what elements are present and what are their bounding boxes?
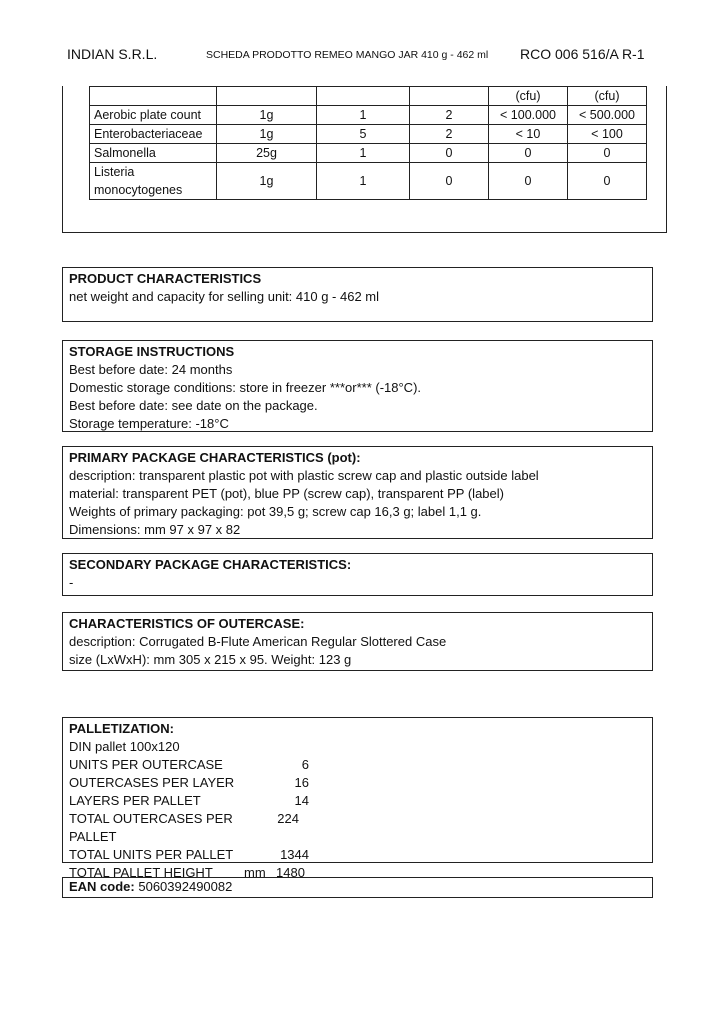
ean-value: 5060392490082: [138, 879, 233, 894]
section-title: PALLETIZATION:: [69, 721, 174, 736]
secondary-package-box: [62, 553, 653, 596]
section-text: Domestic storage conditions: store in freezer ***or*** (-18°C).: [69, 380, 422, 395]
table-cell: (cfu): [568, 87, 647, 106]
pallet-row: [69, 810, 646, 846]
document-code: RCO 006 516/A R-1: [520, 46, 645, 62]
pallet-unit: mm: [244, 865, 266, 880]
table-cell: 1g: [217, 106, 317, 125]
table-cell: 0: [568, 144, 647, 163]
company-name: INDIAN S.R.L.: [67, 46, 158, 62]
table-cell: < 100: [568, 125, 647, 144]
outercase-box: [62, 612, 653, 671]
table-cell: [317, 87, 410, 106]
table-cell: [410, 87, 489, 106]
ean-label: EAN code:: [69, 879, 135, 894]
ean-code-box: [62, 877, 653, 898]
pallet-key: LAYERS PER PALLET: [69, 793, 201, 808]
table-row: [90, 144, 647, 163]
table-row: [90, 87, 647, 106]
pallet-value: 6: [301, 757, 309, 772]
table-cell: Salmonella: [90, 144, 217, 163]
pallet-key: OUTERCASES PER LAYER: [69, 775, 235, 790]
section-text: DIN pallet 100x120: [69, 739, 180, 754]
table-cell: Enterobacteriaceae: [90, 125, 217, 144]
table-cell: 1: [317, 163, 410, 200]
section-text: description: Corrugated B-Flute American Regular Slottered Case: [69, 634, 447, 649]
pallet-key: UNITS PER OUTERCASE: [69, 757, 223, 772]
table-cell: [90, 87, 217, 106]
palletization-box: [62, 717, 653, 880]
pallet-value: 16: [294, 775, 309, 790]
section-text: Weights of primary packaging: pot 39,5 g; screw cap 16,3 g; label 1,1 g.: [69, 504, 482, 519]
section-text: Dimensions: mm 97 x 97 x 82: [69, 522, 241, 537]
table-cell: 0: [568, 163, 647, 200]
section-text: description: transparent plastic pot with plastic screw cap and plastic outside label: [69, 468, 539, 483]
section-title: SECONDARY PACKAGE CHARACTERISTICS:: [69, 557, 352, 572]
primary-package-box: [62, 446, 653, 539]
section-text: material: transparent PET (pot), blue PP (screw cap), transparent PP (label): [69, 486, 504, 501]
table-cell: < 500.000: [568, 106, 647, 125]
table-cell: [217, 87, 317, 106]
pallet-row: [69, 792, 646, 810]
table-row: [90, 106, 647, 125]
section-title: CHARACTERISTICS OF OUTERCASE:: [69, 616, 305, 631]
pallet-row: [69, 774, 646, 792]
section-text: Best before date: 24 months: [69, 362, 233, 377]
section-title: STORAGE INSTRUCTIONS: [69, 344, 235, 359]
table-cell: 0: [410, 163, 489, 200]
section-text: Best before date: see date on the package.: [69, 398, 318, 413]
table-cell: 5: [317, 125, 410, 144]
section-text: -: [69, 575, 74, 590]
section-text: size (LxWxH): mm 305 x 215 x 95. Weight: 123 g: [69, 652, 352, 667]
table-cell: 1g: [217, 163, 317, 200]
table-row: [90, 163, 647, 200]
section-title: PRIMARY PACKAGE CHARACTERISTICS (pot):: [69, 450, 361, 465]
table-cell: 1: [317, 106, 410, 125]
table-cell: Aerobic plate count: [90, 106, 217, 125]
table-cell: 0: [489, 144, 568, 163]
pallet-row: [69, 756, 646, 774]
table-row: [90, 125, 647, 144]
pallet-key: TOTAL UNITS PER PALLET: [69, 847, 234, 862]
storage-instructions-box: [62, 340, 653, 432]
pallet-value: 14: [294, 793, 309, 808]
section-title: PRODUCT CHARACTERISTICS: [69, 271, 262, 286]
table-cell: 25g: [217, 144, 317, 163]
table-cell: (cfu): [489, 87, 568, 106]
pallet-key: TOTAL OUTERCASES PER PALLET: [69, 811, 233, 844]
pallet-key: TOTAL PALLET HEIGHT: [69, 865, 213, 880]
table-cell: < 10: [489, 125, 568, 144]
pallet-row: [69, 846, 646, 864]
table-cell: 2: [410, 125, 489, 144]
table-cell: Listeria monocytogenes: [90, 163, 217, 200]
section-text: Storage temperature: -18°C: [69, 416, 229, 431]
pallet-value: 224: [277, 811, 299, 826]
table-cell: < 100.000: [489, 106, 568, 125]
table-cell: 0: [489, 163, 568, 200]
product-characteristics-box: [62, 267, 653, 322]
document-title: SCHEDA PRODOTTO REMEO MANGO JAR 410 g - 462 ml: [206, 49, 489, 61]
table-cell: 2: [410, 106, 489, 125]
table-cell: 1g: [217, 125, 317, 144]
pallet-value: 1344: [280, 847, 309, 862]
section-text: net weight and capacity for selling unit: 410 g - 462 ml: [69, 289, 380, 304]
micro-table: [89, 86, 647, 200]
table-cell: 0: [410, 144, 489, 163]
table-cell: 1: [317, 144, 410, 163]
pallet-value: 1480: [276, 865, 305, 880]
